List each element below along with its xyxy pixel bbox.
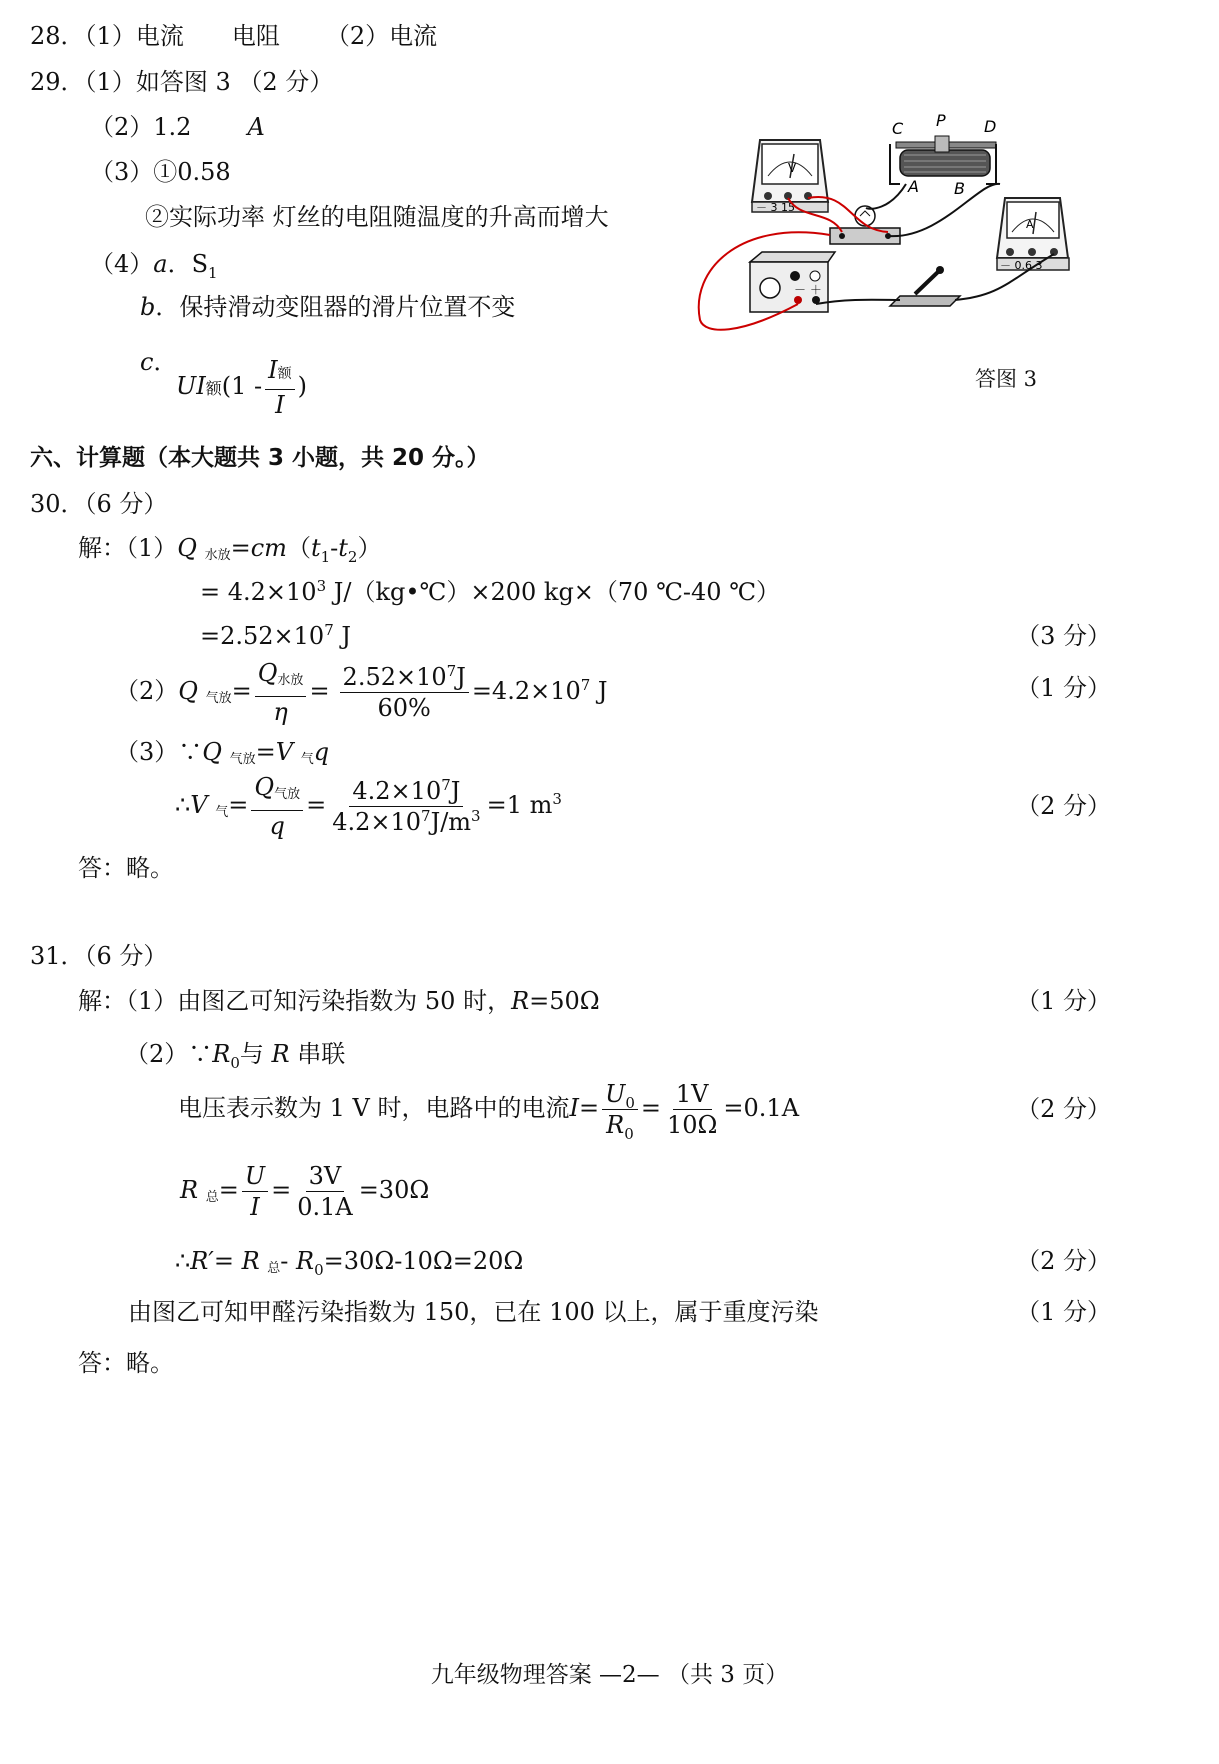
q31-line3: 电压表示数为 1 V 时，电路中的电流I= $\frac{U_0}{R_0}$ = $\frac{1V}{10\Omega}$ =0.1A bbox=[178, 1080, 800, 1143]
label-B: B bbox=[954, 179, 965, 198]
figure-caption: 答图 3 bbox=[975, 367, 1038, 391]
q29-part4c-label: c． bbox=[140, 348, 178, 376]
q29-part1: （1）如答图 3 （2 分） bbox=[84, 68, 334, 96]
q29-line1 bbox=[30, 66, 333, 98]
q31-score4: （1 分） bbox=[1016, 1298, 1111, 1326]
q30-score3: （2 分） bbox=[1016, 792, 1111, 820]
voltmeter bbox=[752, 140, 828, 214]
q29-part2-unit: A bbox=[247, 113, 265, 141]
q31-line4: R 总= $\frac{U}{I}$ = $\frac{3V}{0.1A}$ =30Ω bbox=[180, 1162, 430, 1221]
q28-part2: （2）电流 bbox=[325, 22, 438, 50]
q30-score1: （3 分） bbox=[1016, 622, 1111, 650]
q28-number: 28． bbox=[30, 22, 85, 50]
q29-part4: （4） bbox=[90, 250, 154, 278]
q31-score3: （2 分） bbox=[1016, 1247, 1111, 1275]
label-P: P bbox=[936, 111, 946, 130]
voltmeter-terminal-labels: － 3 15 bbox=[756, 201, 795, 214]
label-A: A bbox=[908, 177, 919, 196]
q31-score1: （1 分） bbox=[1016, 987, 1111, 1015]
q30-line1: 解：（1）Q 水放$=cm(t_1-t_2)$ bbox=[78, 534, 382, 566]
q29-part4b-label: b bbox=[140, 293, 156, 321]
q30-line6: ∴V 气= $\frac{\text{Q气放}}{q}$ = $\frac{4.2\times 10^7J}{4.2\times 10^7J/m^3}$ =1 $m^3$ bbox=[175, 773, 562, 840]
q30-line2: = $4.2\times 10^3$ J/（kg•℃）×200 kg×（70 ℃-40 ℃） bbox=[200, 577, 781, 606]
q29-number: 29． bbox=[30, 68, 85, 96]
q31-answer: 答：略。 bbox=[78, 1349, 174, 1377]
q29-line2 bbox=[90, 111, 265, 143]
label-D: D bbox=[984, 117, 997, 136]
q31-line2: $(2)\because R_0$与 R 串联 bbox=[125, 1040, 346, 1072]
q30-line3: $=2.52\times 10^7$ J bbox=[200, 621, 351, 650]
q28-part1b: 电阻 bbox=[231, 22, 280, 50]
q29-part4a-label: a bbox=[153, 250, 168, 278]
q29-part3: （3）①0.58 bbox=[90, 158, 231, 186]
page-footer: 九年级物理答案 —2— （共 3 页） bbox=[430, 1662, 789, 1688]
q28-line bbox=[30, 20, 437, 52]
section6-title: 六、计算题（本大题共 3 小题，共 20 分。） bbox=[30, 445, 490, 471]
q31-score2: （2 分） bbox=[1016, 1095, 1111, 1123]
q30-line5: （3）∵Q 气放=V 气q bbox=[115, 738, 330, 767]
q29-part4a-text: ．S bbox=[167, 250, 209, 278]
svg-text:V: V bbox=[788, 161, 797, 175]
q29-line4a: （4）a．$S_1$ bbox=[90, 250, 218, 282]
svg-text:A: A bbox=[1026, 218, 1034, 231]
q30-number: 30．（6 分） bbox=[30, 490, 168, 518]
q29-part2: （2）1.2 bbox=[90, 113, 192, 141]
q29-line4b bbox=[140, 291, 515, 323]
ammeter bbox=[997, 198, 1069, 272]
svg-text:－ ＋: － ＋ bbox=[794, 283, 822, 297]
q28-part1: （1）电流 bbox=[84, 22, 184, 50]
q31-number: 31．（6 分） bbox=[30, 942, 168, 970]
q29-part3b: ②实际功率 灯丝的电阻随温度的升高而增大 bbox=[145, 203, 609, 231]
q30-answer: 答：略。 bbox=[78, 854, 174, 882]
q31-line6: 由图乙可知甲醛污染指数为 150，已在 100 以上，属于重度污染 bbox=[128, 1298, 819, 1326]
switch bbox=[890, 266, 960, 306]
q30-line4: （2）Q 气放= $\frac{\text{Q水放}}{\eta}$ = $\frac{2.52\times 10^7J}{60\%}$ $=4.2\times 10^7$ J bbox=[115, 659, 608, 726]
ammeter-terminal-labels: － 0.6 3 bbox=[1000, 259, 1043, 272]
label-C: C bbox=[892, 119, 904, 138]
q30-score2: （1 分） bbox=[1016, 674, 1111, 702]
q31-line1: 解：（1）由图乙可知污染指数为 50 时，R=50Ω bbox=[78, 987, 600, 1015]
q29-part4b-text: ．保持滑动变阻器的滑片位置不变 bbox=[155, 293, 516, 321]
q29-formula: UI额(1 - $\frac{\text{I额}}{I}$ ) bbox=[176, 356, 307, 419]
q31-line5: ∴R′= R 总- $R_0=30\Omega-10\Omega=20\Omega$ bbox=[175, 1247, 524, 1279]
